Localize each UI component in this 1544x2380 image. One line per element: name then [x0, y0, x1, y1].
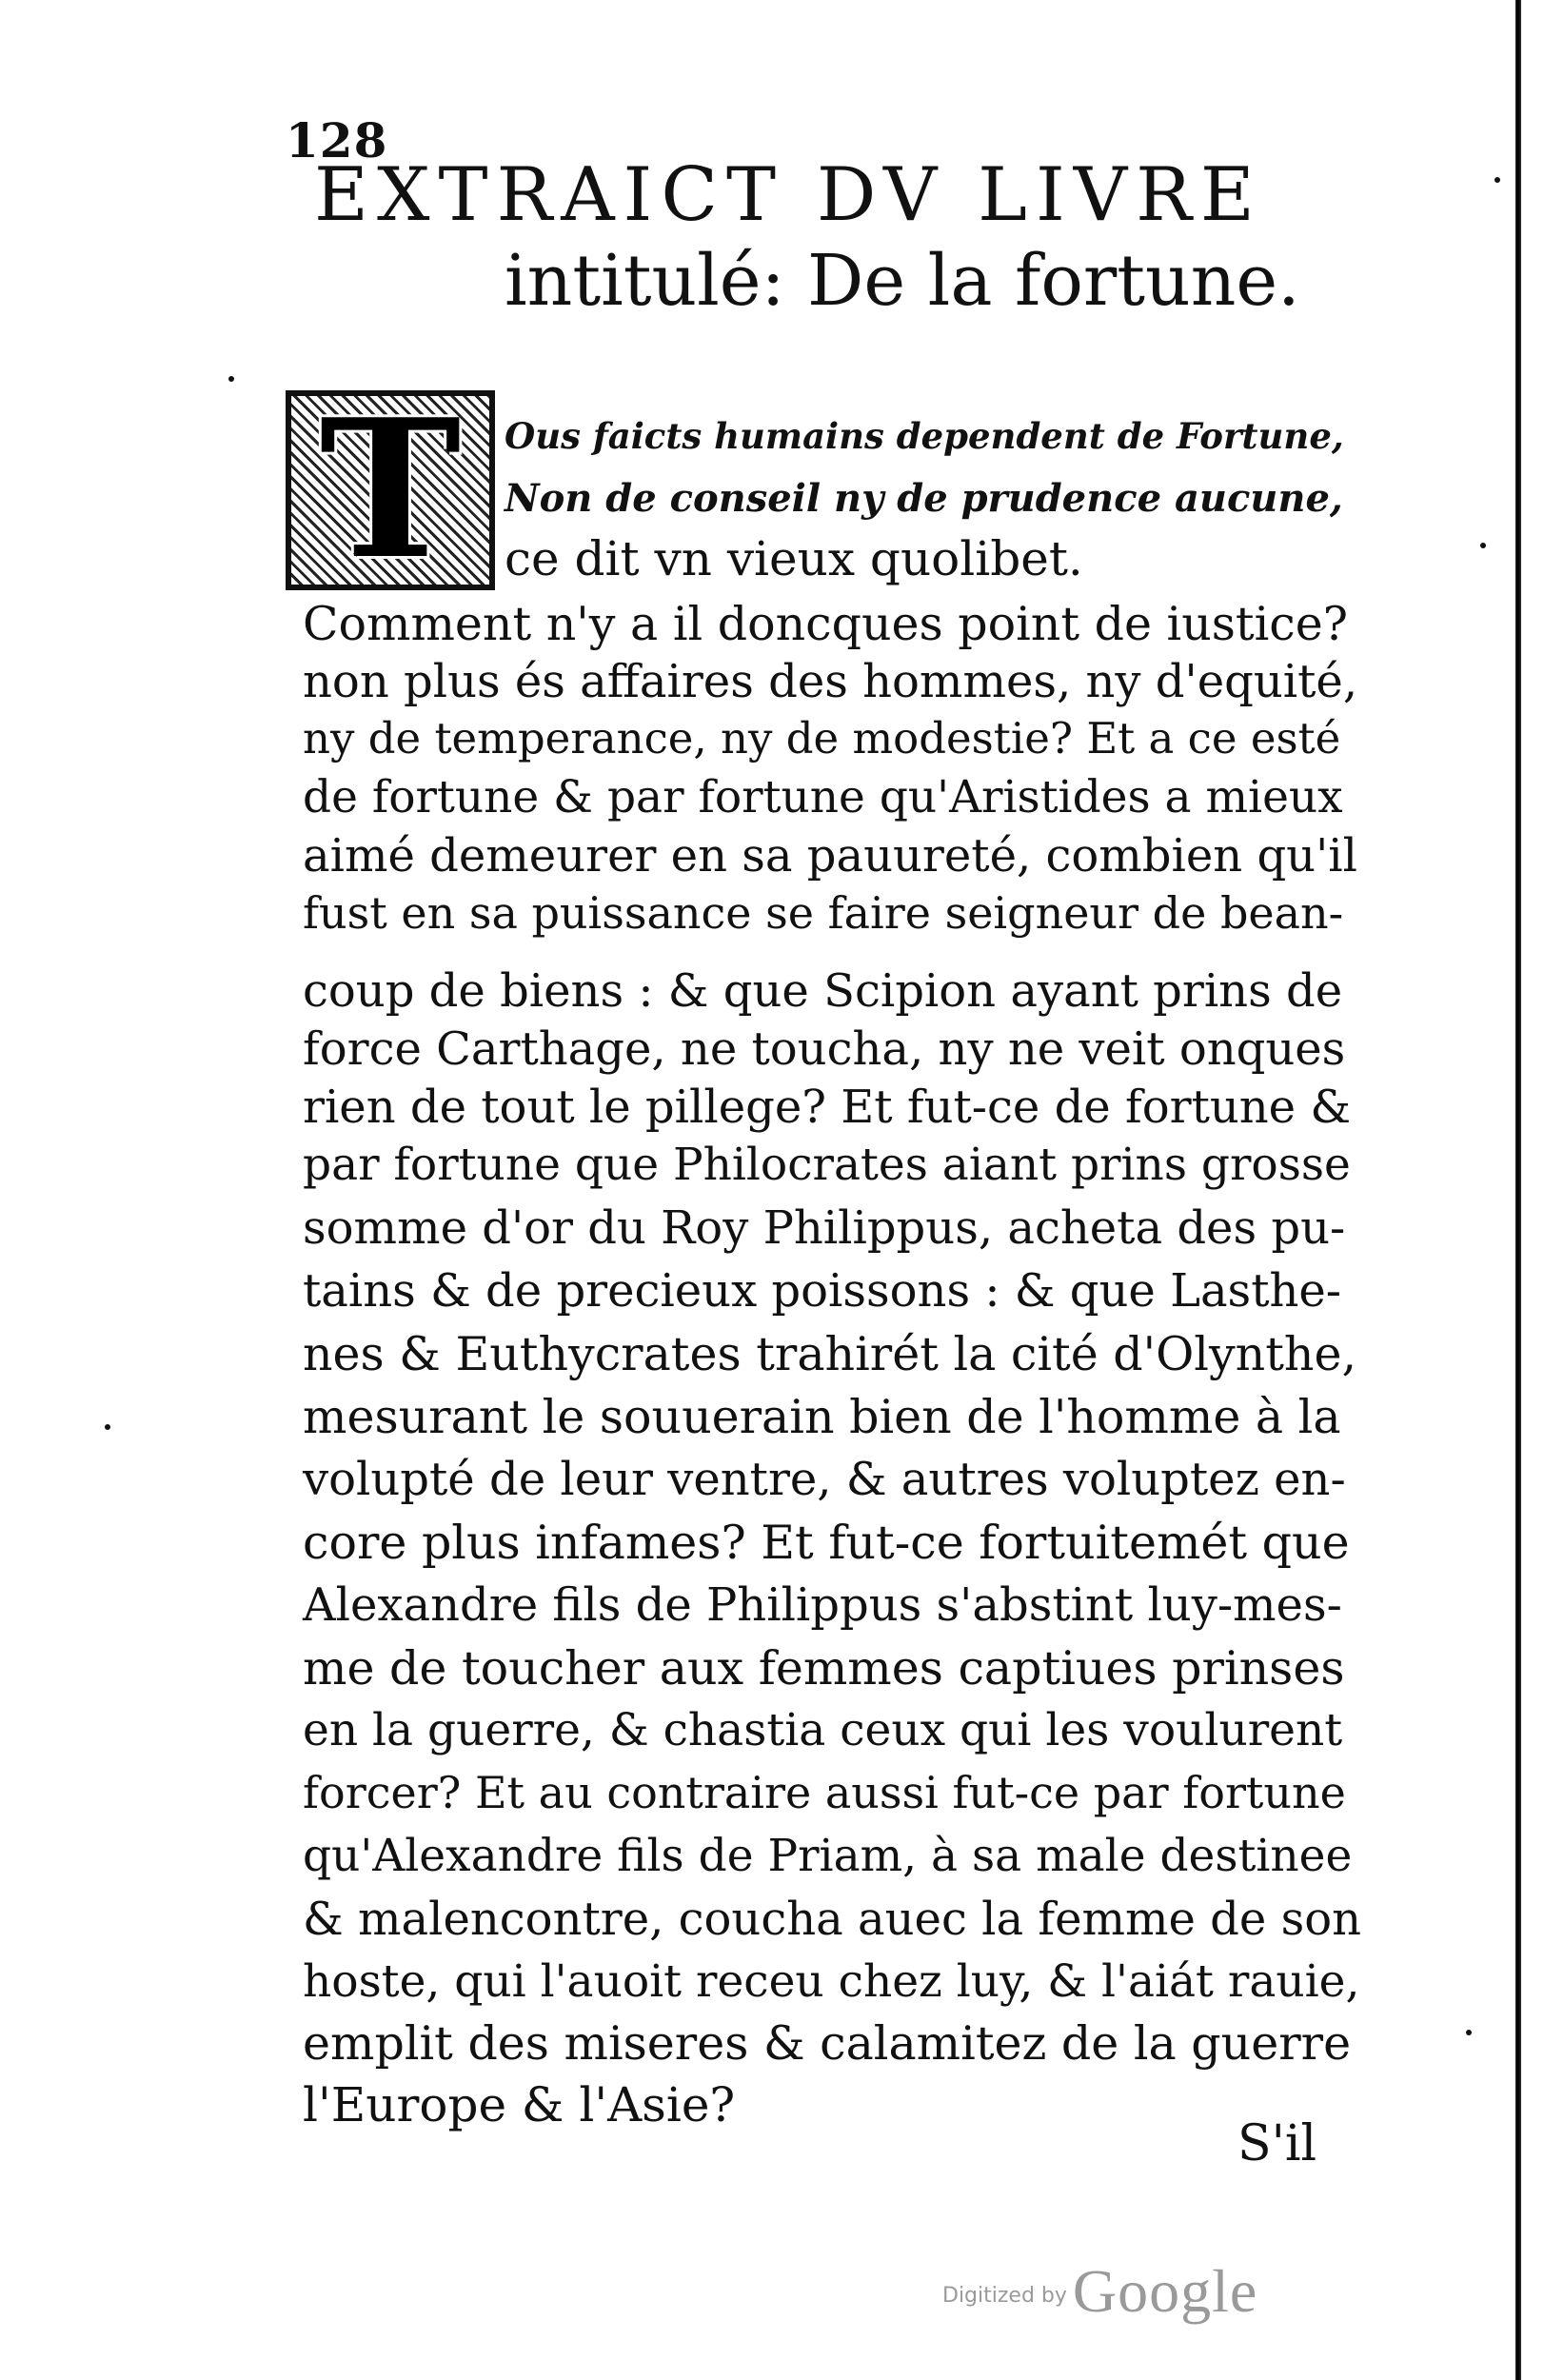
catchword: S'il: [1237, 2115, 1317, 2172]
page-subtitle: intitulé: De la fortune.: [505, 240, 1300, 322]
body-line: nes & Euthycrates trahirét la cité d'Olynthe,: [303, 1327, 1357, 1381]
digitization-watermark: [942, 2256, 1257, 2327]
body-line: forcer? Et au contraire aussi fut-ce par fortune: [303, 1767, 1346, 1818]
body-line: force Carthage, ne toucha, ny ne veit onques: [303, 1022, 1346, 1076]
body-line: l'Europe & l'Asie?: [303, 2077, 736, 2132]
body-line: hoste, qui l'auoit receu chez luy, & l'aiát rauie,: [303, 1955, 1360, 2008]
verse-line: Non de conseil ny de prudence aucune,: [505, 476, 1343, 521]
page-number: 128: [286, 112, 388, 169]
body-line: core plus infames? Et fut-ce fortuitemét que: [303, 1516, 1350, 1570]
body-line: fust en sa puissance se faire seigneur de bean-: [303, 887, 1344, 939]
initial-letter: T: [319, 378, 462, 602]
watermark-prefix: Digitized by: [942, 2284, 1067, 2308]
ink-speck: [1480, 543, 1486, 548]
body-line: en la guerre, & chastia ceux qui les voulurent: [303, 1704, 1343, 1756]
body-line: ny de temperance, ny de modestie? Et a ce esté: [303, 713, 1341, 764]
ink-speck: [1495, 177, 1500, 183]
body-line: me de toucher aux femmes captiues prinses: [303, 1641, 1345, 1696]
body-line: volupté de leur ventre, & autres voluptez en-: [303, 1453, 1346, 1506]
body-line: emplit des miseres & calamitez de la guerre: [303, 2016, 1352, 2071]
body-line: de fortune & par fortune qu'Aristides a mieux: [303, 771, 1343, 823]
body-line: Alexandre fils de Philippus s'abstint luy-mes-: [303, 1578, 1342, 1632]
verse-line: ce dit vn vieux quolibet.: [505, 531, 1083, 586]
body-line: mesurant le souuerain bien de l'homme à la: [303, 1390, 1341, 1444]
body-line: qu'Alexandre fils de Priam, à sa male destinee: [303, 1830, 1353, 1882]
body-line: tains & de precieux poissons : & que Lasthe-: [303, 1264, 1342, 1318]
watermark-brand: Google: [1072, 2257, 1258, 2325]
body-line: par fortune que Philocrates aiant prins grosse: [303, 1139, 1351, 1191]
verse-line: Ous faicts humains dependent de Fortune,: [505, 415, 1344, 457]
ink-speck: [228, 376, 234, 382]
body-line: & malencontre, coucha auec la femme de son: [303, 1893, 1362, 1946]
body-line: aimé demeurer en sa pauureté, combien qu'il: [303, 829, 1357, 883]
ornamental-initial: [286, 378, 495, 602]
body-line: non plus és affaires des hommes, ny d'equité,: [303, 655, 1358, 708]
body-line: Comment n'y a il doncques point de iustice?: [303, 597, 1349, 651]
body-line: somme d'or du Roy Philippus, acheta des pu-: [303, 1201, 1346, 1255]
ink-speck: [105, 1424, 110, 1430]
body-line: rien de tout le pillege? Et fut-ce de fortune &: [303, 1081, 1352, 1134]
body-line: coup de biens : & que Scipion ayant prins de: [303, 964, 1343, 1018]
page-title: EXTRAICT DV LIVRE: [314, 152, 1263, 238]
ink-speck: [1466, 2030, 1472, 2035]
page-edge-shadow: [1515, 0, 1521, 2380]
